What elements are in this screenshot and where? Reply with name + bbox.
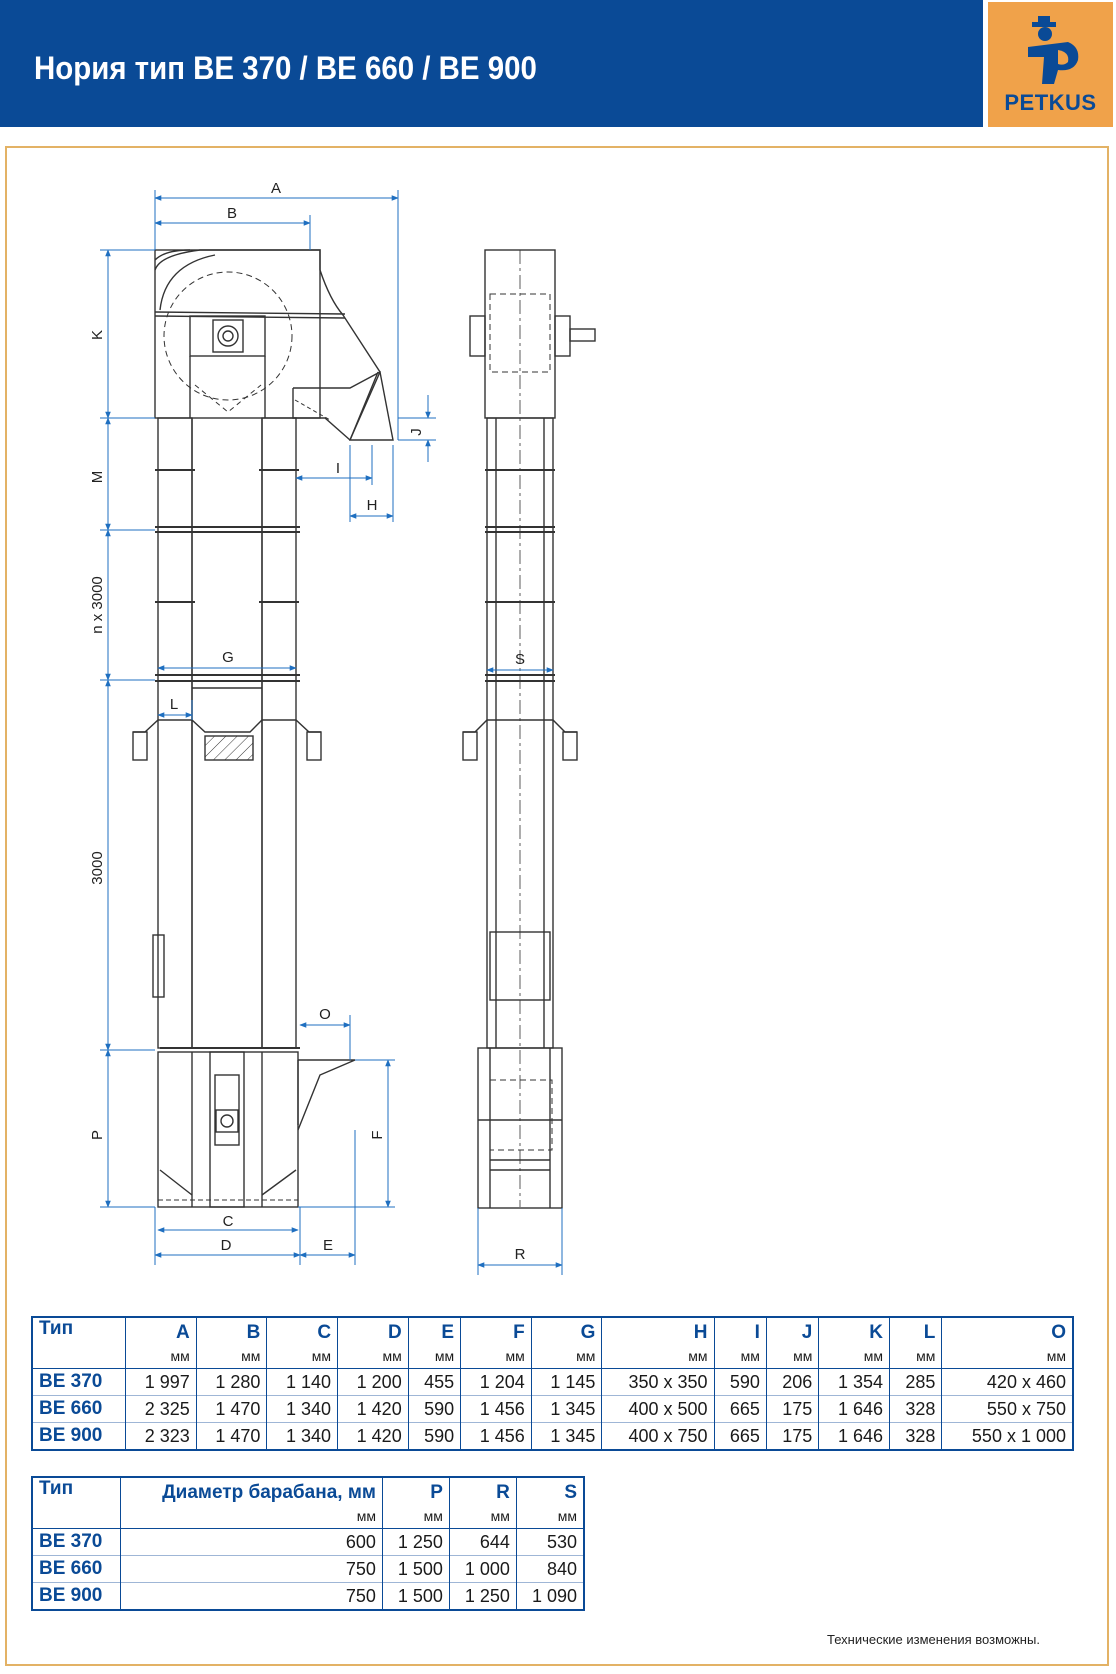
col-header: Тип (39, 1318, 74, 1339)
col-header: P (382, 1477, 449, 1504)
logo-text: PETKUS (1004, 90, 1097, 115)
col-header: G (531, 1317, 602, 1344)
table-row: BE 370 600 1 250 644 530 (32, 1529, 584, 1556)
col-header: J (766, 1317, 818, 1344)
col-header: Диаметр барабана, мм (121, 1477, 383, 1504)
table-row: BE 660 2 325 1 470 1 340 1 420 590 1 456 1 345 400 x 500 665 175 1 646 328 550 x 750 (32, 1396, 1073, 1423)
footer-note: Технические изменения возможны. (827, 1632, 1040, 1647)
col-header: I (714, 1317, 766, 1344)
table-header-row (32, 1317, 1073, 1344)
table-row: BE 900 750 1 500 1 250 1 090 (32, 1583, 584, 1611)
dim-label-a: A (270, 180, 282, 197)
units-row: мм мм мм мм мм мм мм мм мм мм мм мм мм (32, 1344, 1073, 1369)
dim-label-p: P (89, 1129, 106, 1141)
col-header: S (516, 1477, 584, 1504)
table-row: BE 900 2 323 1 470 1 340 1 420 590 1 456 1 345 400 x 750 665 175 1 646 328 550 x 1 000 (32, 1423, 1073, 1451)
front-dimension-labels (89, 180, 425, 1254)
col-header: A (126, 1317, 197, 1344)
dim-label-e: E (322, 1237, 334, 1254)
table-row: BE 660 750 1 500 1 000 840 (32, 1556, 584, 1583)
dim-label-o: O (319, 1006, 331, 1023)
dim-label-m: M (89, 470, 106, 484)
dim-label-h: H (366, 497, 378, 514)
col-header: B (196, 1317, 267, 1344)
col-header: O (942, 1317, 1073, 1344)
col-header: Тип (39, 1478, 74, 1499)
col-header: H (602, 1317, 714, 1344)
dim-label-k: K (89, 329, 106, 341)
dim-label-s: S (514, 651, 526, 668)
table-row: BE 370 1 997 1 280 1 140 1 200 455 1 204 1 145 350 x 350 590 206 1 354 285 420 x 460 (32, 1369, 1073, 1396)
front-view (133, 250, 393, 1207)
dim-label-l: L (169, 696, 179, 713)
drum-table (31, 1476, 585, 1611)
dim-label-3000: 3000 (89, 851, 106, 885)
dim-label-j: J (408, 428, 425, 436)
dim-label-f: F (369, 1130, 386, 1140)
col-header: C (267, 1317, 338, 1344)
col-header: E (408, 1317, 460, 1344)
dim-label-n3000: n x 3000 (89, 576, 106, 634)
col-header: R (449, 1477, 516, 1504)
col-header: K (819, 1317, 890, 1344)
col-header: D (338, 1317, 409, 1344)
units-row: мм мм мм мм (32, 1504, 584, 1529)
dim-label-d: D (220, 1237, 232, 1254)
table-header-row (32, 1477, 584, 1504)
dim-label-g: G (222, 649, 234, 666)
side-view (463, 250, 595, 1208)
dim-label-r: R (514, 1246, 526, 1263)
dimensions-table (31, 1316, 1074, 1451)
dim-label-b: B (226, 205, 238, 222)
page-title: Нория тип BE 370 / BE 660 / BE 900 (34, 50, 537, 86)
dim-label-i: I (335, 460, 341, 477)
col-header: L (889, 1317, 941, 1344)
dim-label-c: C (222, 1213, 234, 1230)
col-header: F (461, 1317, 532, 1344)
